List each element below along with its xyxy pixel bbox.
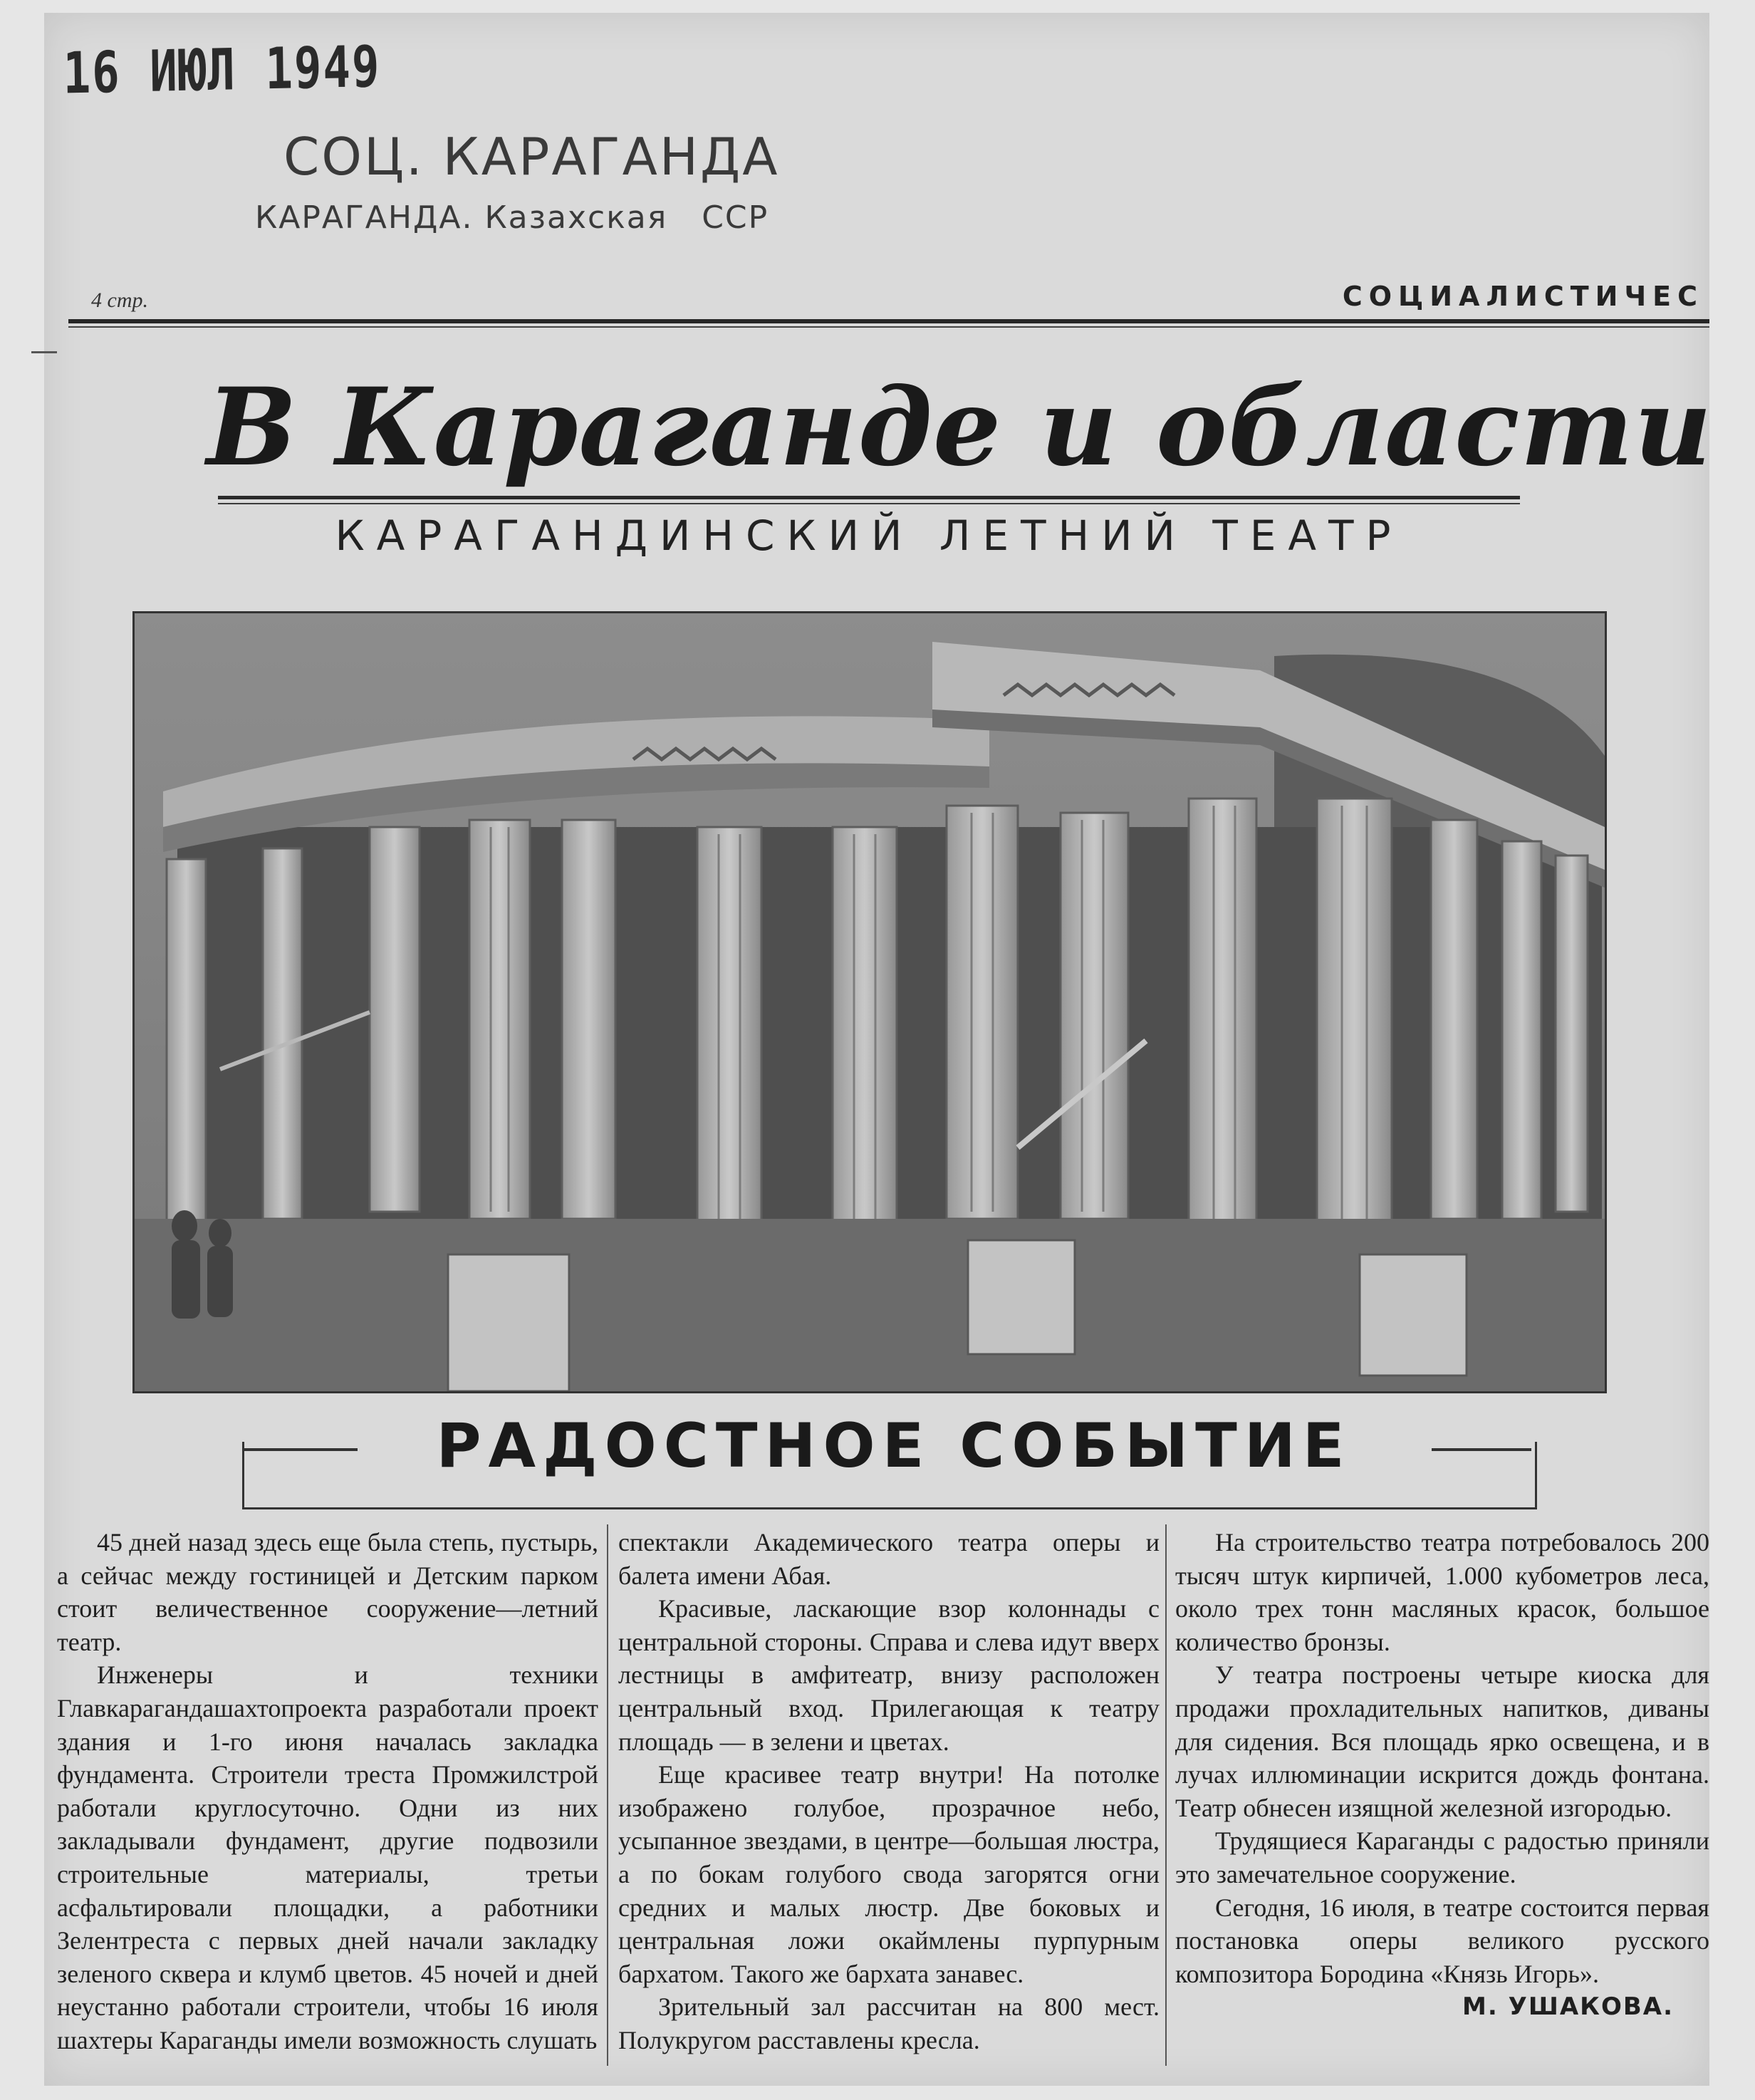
masthead-fragment: СОЦИАЛИСТИЧЕС bbox=[1342, 281, 1704, 312]
column-divider bbox=[1165, 1524, 1167, 2066]
article-column-1 bbox=[57, 1526, 598, 2057]
section-title: В Караганде и области bbox=[207, 365, 1713, 490]
column-divider bbox=[607, 1524, 608, 2066]
paragraph: Сегодня, 16 июля, в театре состоится первая постановка оперы великого русского композитора Бородина «Князь Игорь». bbox=[1175, 1893, 1709, 1988]
headline-dash-left bbox=[244, 1448, 358, 1451]
paragraph: У театра построены четыре киоска для продажи прохладительных напитков, диваны для сидения. Вся площадь ярко освещена, и в лучах иллюминации искрится дождь фонтана. Театр обнесен изящной железной изгородью. bbox=[1175, 1660, 1709, 1822]
paragraph: Еще красивее театр внутри! На потолке изображено голубое, прозрачное небо, усыпанное звездами, в центре—большая люстра, а по бокам голубого свода загорятся огни средних и малых люстр. Две боковых и центральная ложи окаймлены пурпурным бархатом. Такого же бархата занавес. bbox=[618, 1760, 1160, 1988]
paragraph: Зрительный зал рассчитан на 800 мест. Полукругом расставлены кресла. bbox=[618, 1992, 1160, 2054]
article-headline: РАДОСТНОЕ СОБЫТИЕ bbox=[436, 1410, 1352, 1482]
archive-location-stamp: КАРАГАНДА. Казахская ССР bbox=[255, 199, 769, 236]
page-number: 4 стр. bbox=[91, 289, 148, 312]
paragraph: На строительство театра потребовалось 200 тысяч штук кирпичей, 1.000 кубометров леса, около трех тонн масляных красок, большое количество бронзы. bbox=[1175, 1528, 1709, 1656]
article-column-2 bbox=[618, 1526, 1160, 2057]
margin-mark bbox=[31, 351, 57, 353]
header-rule bbox=[68, 319, 1709, 323]
paragraph: спектакли Академического театра оперы и балета имени Абая. bbox=[618, 1528, 1160, 1590]
archive-newspaper-stamp: СОЦ. КАРАГАНДА bbox=[283, 127, 780, 187]
theater-colonnade-illustration bbox=[135, 613, 1605, 1391]
theater-photo bbox=[132, 611, 1607, 1393]
photo-caption: КАРАГАНДИНСКИЙ ЛЕТНИЙ ТЕАТР bbox=[335, 511, 1403, 560]
title-rule bbox=[218, 496, 1520, 499]
headline-dash-right bbox=[1432, 1448, 1531, 1451]
paragraph: Инженеры и техники Главкарагандашахтопроекта разработали проект здания и 1-го июня началась закладка фундамента. Строители треста Промжилстрой работали круглосуточно. Одни из них закладывали фундамент, другие подвозили строительные материалы, третьи асфальтировали площадки, а работники Зелентреста с первых дней начали закладку зеленого сквера и клумб цветов. 45 ночей и дней неустанно работали строители, чтобы 16 июля шахтеры Караганды имели возможность слушать bbox=[57, 1660, 598, 2054]
title-rule-thin bbox=[218, 503, 1520, 504]
paragraph: Трудящиеся Караганды с радостью приняли это замечательное сооружение. bbox=[1175, 1826, 1709, 1888]
archive-date-stamp: 16 ИЮЛ 1949 bbox=[63, 34, 382, 108]
article-column-3 bbox=[1175, 1526, 1709, 2024]
paragraph: 45 дней назад здесь еще была степь, пустырь, а сейчас между гостиницей и Детским парком стоит величественное сооружение—летний театр. bbox=[57, 1528, 598, 1656]
paragraph: Красивые, ласкающие взор колоннады с центральной стороны. Справа и слева идут вверх лестницы в амфитеатр, внизу расположен центральный вход. Прилегающая к театру площадь — в зелени и цветах. bbox=[618, 1594, 1160, 1756]
header-rule-thin bbox=[68, 326, 1709, 328]
article-author: М. УШАКОВА. bbox=[1462, 1992, 1674, 2022]
